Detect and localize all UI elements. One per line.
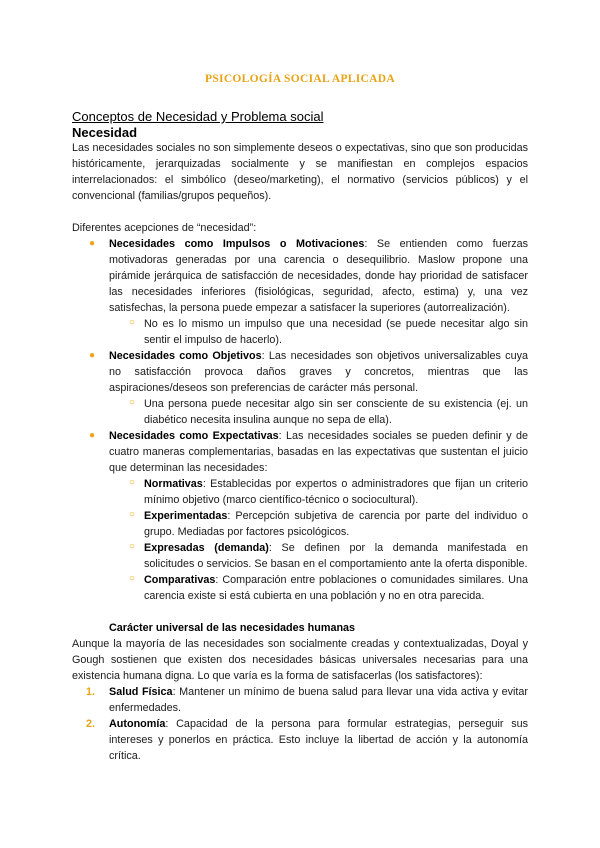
list-item	[72, 476, 528, 508]
universal-intro: Aunque la mayoría de las necesidades son socialmente creadas y contextualizadas, Doyal y Gough sostienen que existen dos necesidades básicas universales necesarias para una existencia humana digna. Lo que varía es la forma de satisfacerlas (los satisfactores):	[72, 638, 528, 682]
list-item	[72, 508, 528, 540]
circle-bullet-icon: ○	[129, 477, 136, 488]
list-item	[72, 572, 528, 604]
universal-title: Carácter universal de las necesidades humanas	[109, 622, 356, 634]
list-item	[72, 428, 528, 476]
acepciones-list	[72, 236, 528, 604]
acepciones-intro: Diferentes acepciones de “necesidad”:	[72, 222, 257, 234]
basicas-list	[72, 684, 528, 764]
list-item	[72, 316, 528, 348]
item-term: Necesidades como Expectativas	[109, 430, 279, 442]
item-text: : Mantener un mínimo de buena salud para llevar una vida activa y evitar enfermedades.	[109, 686, 528, 714]
list-item	[72, 684, 528, 716]
section-title: Conceptos de Necesidad y Problema social	[72, 109, 324, 124]
item-text: : Percepción subjetiva de carencia por parte del individuo o grupo. Mediadas por factores psicológicos.	[144, 510, 528, 538]
subsection-title: Necesidad	[72, 125, 138, 140]
list-item	[72, 396, 528, 428]
bullet-icon: ●	[89, 430, 96, 441]
list-item	[72, 716, 528, 764]
item-text: : Establecidas por expertos o administradores que fijan un criterio mínimo objetivo (marco científico-técnico o sociocultural).	[144, 478, 528, 506]
circle-bullet-icon: ○	[129, 541, 136, 552]
circle-bullet-icon: ○	[129, 397, 136, 408]
item-term: Normativas	[144, 478, 203, 490]
item-term: Necesidades como Objetivos	[109, 350, 262, 362]
list-item	[72, 540, 528, 572]
item-text: : Capacidad de la persona para formular estrategias, perseguir sus intereses y ponerlos en práctica. Esto incluye la libertad de acción y la autonomía crítica.	[109, 718, 528, 762]
item-term: Necesidades como Impulsos o Motivaciones	[109, 238, 365, 250]
intro-paragraph: Las necesidades sociales no son simplemente deseos o expectativas, sino que son producidas históricamente, jerarquizadas socialmente y se manifiestan en complejos espacios interrelacionados: el simbólico (deseo/marketing), el normativo (servicios públicos) y el convencional (familias/grupos pequeños).	[72, 142, 528, 202]
list-item	[72, 348, 528, 396]
item-term: Comparativas	[144, 574, 216, 586]
item-text: Una persona puede necesitar algo sin ser consciente de su existencia (ej. un diabético necesita insulina aunque no sepa de ella).	[144, 398, 528, 426]
item-number: 2.	[86, 718, 96, 730]
document-title: PSICOLOGÍA SOCIAL APLICADA	[205, 73, 395, 85]
circle-bullet-icon: ○	[129, 573, 136, 584]
item-text: : Las necesidades son objetivos universalizables cuya no satisfacción provoca daños graves y concretos, mientras que las aspiraciones/deseos son preferencias de carácter más personal.	[109, 350, 528, 394]
list-item	[72, 236, 528, 316]
item-text: No es lo mismo un impulso que una necesidad (se puede necesitar algo sin sentir el impulso de hacerlo).	[144, 318, 528, 346]
item-term: Salud Física	[109, 686, 173, 698]
bullet-icon: ●	[89, 350, 96, 361]
item-term: Autonomía	[109, 718, 166, 730]
item-text: : Se definen por la demanda manifestada en solicitudes o servicios. Se basan en el comportamiento ante la oferta disponible.	[144, 542, 528, 570]
bullet-icon: ●	[89, 238, 96, 249]
item-term: Experimentadas	[144, 510, 228, 522]
circle-bullet-icon: ○	[129, 317, 136, 328]
item-text: : Las necesidades sociales se pueden definir y de cuatro maneras complementarias, basadas en las expectativas que sustentan el juicio que determinan las necesidades:	[109, 430, 528, 474]
item-number: 1.	[86, 686, 96, 698]
item-text: : Se entienden como fuerzas motivadoras generadas por una carencia o desequilibrio. Maslow propone una pirámide jerárquica de satisfacción de necesidades, donde hay prioridad de satisfacer las necesidades inferiores (fisiológicas, seguridad, afecto, estima) y, una vez satisfechas, la persona puede empezar a satisfacer la superiores (autorrealización).	[109, 238, 528, 314]
item-text: : Comparación entre poblaciones o comunidades similares. Una carencia existe si está cubierta en una población y no en otra parecida.	[144, 574, 528, 602]
circle-bullet-icon: ○	[129, 509, 136, 520]
item-term: Expresadas (demanda)	[144, 542, 269, 554]
document-body	[72, 140, 528, 764]
